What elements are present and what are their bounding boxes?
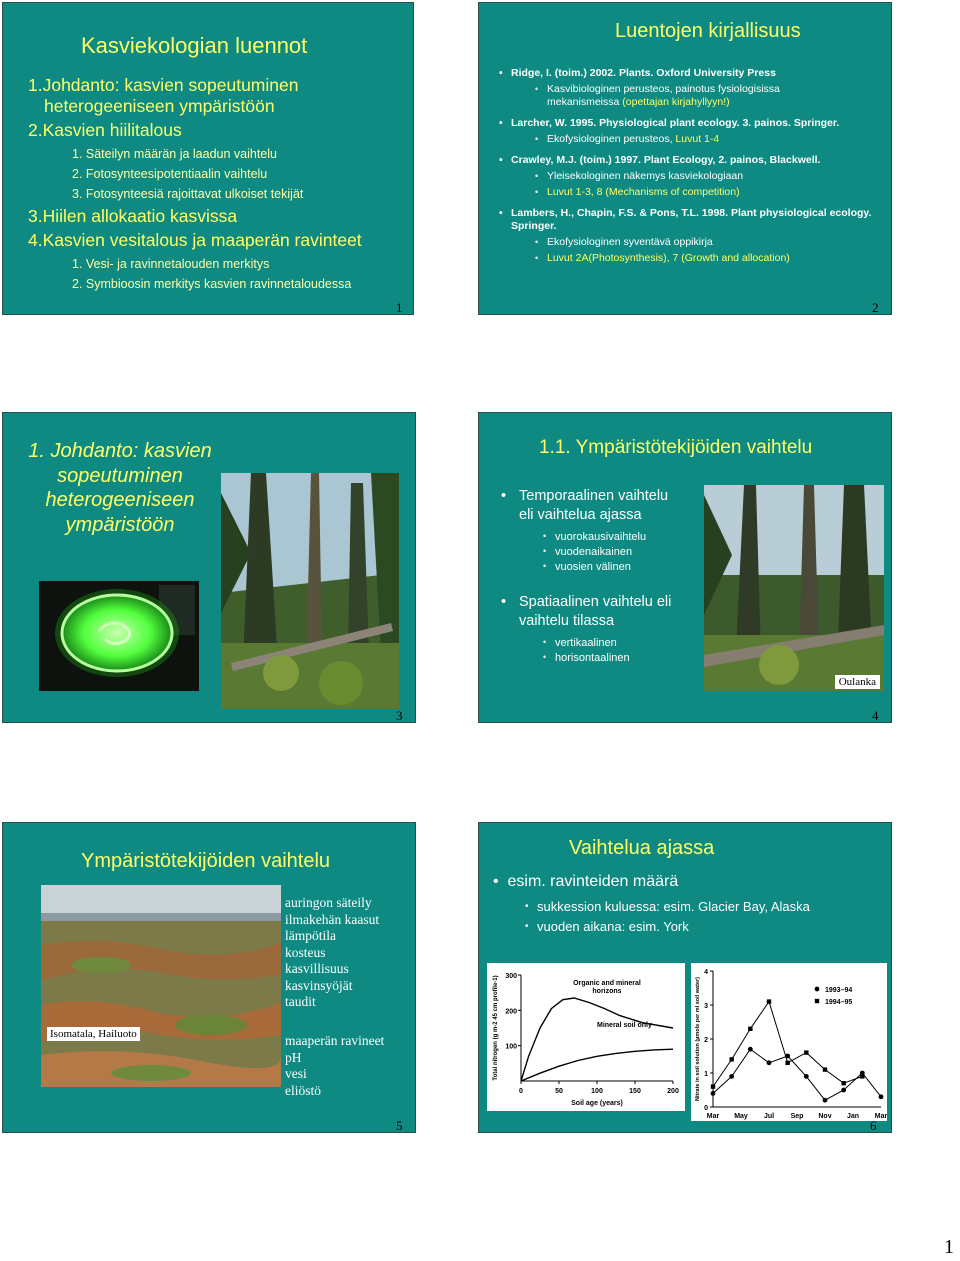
x-tick-label: 150: [629, 1088, 641, 1095]
slide-6-bullet: • esim. ravinteiden määrä: [493, 873, 679, 890]
photo-caption: Oulanka: [835, 675, 880, 689]
outline-item: 4.Kasvien vesitalous ja maaperän ravinteet: [28, 230, 362, 250]
outline-subitem: 1. Säteilyn määrän ja laadun vaihtelu: [72, 147, 277, 161]
legend-label: 1994–95: [825, 999, 853, 1006]
series-line: [713, 1002, 862, 1087]
series-label: horizons: [592, 988, 622, 995]
bullet: •: [535, 84, 539, 94]
x-tick-label: Jul: [763, 1113, 775, 1120]
slide-2-number: 2: [872, 300, 879, 315]
reference-note: [535, 236, 847, 249]
slide-3-number: 3: [396, 708, 403, 723]
note-highlight: (opettajan kirjahyllyyn!): [622, 96, 730, 108]
slide-5-title: Ympäristötekijöiden vaihtelu: [81, 850, 331, 872]
bullet: •: [535, 237, 539, 247]
bullet: •: [501, 488, 507, 504]
data-point: [841, 1081, 845, 1085]
item-text: horisontaalinen: [555, 652, 630, 664]
y-tick-label: 2: [704, 1037, 708, 1044]
data-point: [841, 1088, 846, 1093]
nitrate-chart: [691, 963, 887, 1121]
y-tick-label: 100: [505, 1043, 517, 1051]
title-line: 1. Johdanto: kasvien: [28, 440, 212, 462]
data-point: [748, 1027, 752, 1031]
factor-item: taudit: [285, 994, 316, 1009]
variation-item: [543, 531, 719, 543]
reference-note: [535, 133, 847, 146]
reference-entry: • Ridge, I. (toim.) 2002. Plants. Oxford University Press: [511, 67, 881, 80]
factor-item: kasvillisuus: [285, 961, 349, 976]
slide-2-references: [511, 67, 881, 265]
slide-1-outline: [28, 75, 413, 293]
data-point: [860, 1074, 864, 1078]
bullet: •: [525, 901, 529, 912]
x-tick-label: 200: [667, 1088, 679, 1095]
bullet: •: [501, 594, 507, 610]
title-line: heterogeeniseen: [45, 489, 195, 511]
heading-line: Spatiaalinen vaihtelu eli: [519, 594, 672, 610]
outline-item: heterogeeniseen ympäristöön: [44, 96, 275, 116]
factor-item: kosteus: [285, 944, 326, 960]
bullet: •: [543, 531, 547, 541]
slide-4-content: [501, 487, 719, 664]
variation-item: [543, 561, 719, 573]
data-point: [767, 1060, 772, 1065]
data-point: [711, 1091, 716, 1096]
variation-item: [543, 637, 719, 649]
slide-4-number: 4: [872, 708, 879, 723]
x-tick-label: 0: [519, 1088, 523, 1095]
item-text: vuorokausivaihtelu: [555, 531, 647, 543]
title-line: sopeutuminen: [57, 464, 183, 487]
data-point: [729, 1074, 734, 1079]
note-text: Ekofysiologinen syventävä oppikirja: [547, 236, 713, 248]
data-point: [767, 999, 771, 1003]
bullet: •: [543, 652, 547, 662]
bullet: •: [535, 134, 539, 144]
slide-5-number: 5: [396, 1118, 403, 1133]
data-point: [729, 1057, 733, 1061]
slide-1-number: 1: [396, 300, 403, 315]
page-number: 1: [944, 1236, 954, 1258]
photo-caption: Isomatala, Hailuoto: [47, 1027, 140, 1041]
legend-marker: [815, 987, 820, 992]
outline-subitem: 3. Fotosynteesiä rajoittavat ulkoiset tekijät: [72, 187, 304, 201]
x-tick-label: Sep: [790, 1113, 804, 1120]
note-text: Kasvibiologinen perusteos, painotus fysiologisissa mekanismeissa: [547, 83, 780, 108]
data-point: [804, 1050, 808, 1054]
note-highlight: Luvut 2A(Photosynthesis), 7 (Growth and allocation): [547, 252, 790, 264]
slide-4: [478, 412, 892, 723]
forest-photo-oulanka: [704, 485, 884, 691]
sub-bullet: [525, 897, 810, 917]
reference-note: [535, 186, 847, 199]
note-text: Ekofysiologinen perusteos,: [547, 133, 676, 145]
y-tick-label: 3: [704, 1003, 708, 1010]
sub-bullet: [525, 917, 810, 937]
slide-1-title: Kasviekologian luennot: [81, 33, 308, 58]
sub-bullet-text: vuoden aikana: esim. York: [537, 919, 689, 934]
slide-2: [478, 2, 892, 315]
data-point: [748, 1047, 753, 1052]
factor-item: eliöstö: [285, 1082, 321, 1098]
heading-line: Temporaalinen vaihtelu: [519, 488, 669, 504]
x-tick-label: May: [734, 1113, 748, 1120]
outline-subitem: 2. Symbioosin merkitys kasvien ravinnetaloudessa: [72, 277, 352, 291]
data-point: [785, 1061, 789, 1065]
x-tick-label: Jan: [846, 1113, 860, 1120]
reference-note: [535, 252, 847, 265]
slide-3: [2, 412, 416, 723]
series-line: [521, 998, 673, 1081]
data-point: [879, 1094, 884, 1099]
note-highlight: Luvut 1-4: [675, 133, 720, 145]
y-tick-label: 1: [704, 1071, 708, 1078]
y-tick-label: 4: [704, 969, 708, 976]
outline-subitem: 2. Fotosynteesipotentiaalin vaihtelu: [72, 167, 268, 181]
slide-1: [2, 2, 414, 315]
title-line: ympäristöön: [65, 513, 175, 536]
note-highlight: Luvut 1-3, 8 (Mechanisms of competition): [547, 186, 740, 198]
series-line: [713, 1049, 881, 1100]
outline-item: 1.Johdanto: kasvien sopeutuminen: [28, 75, 299, 95]
slide-6: [478, 822, 892, 1133]
x-tick-label: 100: [591, 1088, 603, 1095]
note-text: Yleisekologinen näkemys kasviekologiaan: [547, 170, 744, 182]
x-tick-label: 50: [555, 1088, 563, 1095]
bullet: •: [543, 561, 547, 571]
slide-5: [2, 822, 416, 1133]
bullet: •: [543, 637, 547, 647]
bullet: •: [535, 171, 539, 181]
bullet: •: [535, 187, 539, 197]
variation-heading: [501, 487, 719, 525]
y-tick-label: 300: [505, 973, 517, 980]
y-axis-label: Nitrate in soil solution (µmols per ml soil water): [695, 977, 701, 1101]
factor-item: vesi: [285, 1066, 307, 1081]
factor-item: ilmakehän kaasut: [285, 911, 380, 927]
slide-6-subitems: [525, 897, 810, 937]
reference-entry: • Larcher, W. 1995. Physiological plant ecology. 3. painos. Springer.: [511, 117, 881, 130]
slide-3-title: [15, 439, 225, 537]
slide-6-number: 6: [870, 1118, 877, 1133]
petri-dish-photo: [39, 581, 199, 691]
x-tick-label: Mar: [706, 1113, 720, 1120]
forest-photo: [221, 473, 399, 709]
slide-6-title: Vaihtelua ajassa: [569, 837, 715, 859]
reference-entry: • Lambers, H., Chapin, F.S. & Pons, T.L. 1998. Plant physiological ecology. Springer.: [511, 207, 881, 233]
item-text: vuodenaikainen: [555, 546, 633, 558]
factor-item: lämpötila: [285, 928, 336, 943]
variation-item: [543, 546, 719, 558]
sub-bullet-text: sukkession kuluessa: esim. Glacier Bay, Alaska: [537, 899, 810, 914]
x-tick-label: Mar: [874, 1113, 887, 1120]
soil-nitrogen-chart: [487, 963, 685, 1111]
bullet: •: [535, 253, 539, 263]
slide-2-title: Luentojen kirjallisuus: [615, 20, 801, 42]
data-point: [823, 1067, 827, 1071]
heading-line: vaihtelu tilassa: [519, 613, 615, 629]
data-point: [823, 1098, 828, 1103]
y-axis-label: Total nitrogen (g m-2 45 cm profile-1): [493, 975, 499, 1081]
y-tick-label: 200: [505, 1008, 517, 1016]
outline-item: 3.Hiilen allokaatio kasvissa: [28, 206, 238, 226]
y-tick-label: 0: [704, 1105, 708, 1112]
reference-note: [535, 83, 847, 109]
item-text: vertikaalinen: [555, 637, 617, 649]
series-line: [521, 1049, 673, 1081]
environmental-factors-list: [285, 895, 379, 1011]
data-point: [711, 1084, 715, 1088]
legend-marker: [815, 999, 819, 1003]
shore-meadow-photo: [41, 885, 281, 1087]
outline-subitem: 1. Vesi- ja ravinnetalouden merkitys: [72, 257, 270, 271]
variation-heading: [501, 593, 719, 631]
bullet: •: [525, 921, 529, 932]
factor-item: maaperän ravineet: [285, 1033, 385, 1048]
slide-4-title: 1.1. Ympäristötekijöiden vaihtelu: [539, 437, 813, 458]
heading-line: eli vaihtelua ajassa: [519, 507, 642, 523]
bullet: •: [543, 546, 547, 556]
soil-factors-list: [285, 1033, 384, 1099]
x-axis-label: Soil age (years): [571, 1100, 623, 1107]
data-point: [804, 1074, 809, 1079]
series-label: Mineral soil only: [597, 1022, 652, 1029]
reference-entry: • Crawley, M.J. (toim.) 1997. Plant Ecology, 2. painos, Blackwell.: [511, 154, 881, 167]
reference-note: [535, 170, 847, 183]
factor-item: kasvinsyöjät: [285, 977, 353, 993]
outline-item: 2.Kasvien hiilitalous: [28, 120, 182, 140]
series-label: Organic and mineral: [573, 980, 641, 987]
variation-item: [543, 652, 719, 664]
factor-item: auringon säteily: [285, 895, 372, 910]
factor-item: pH: [285, 1049, 302, 1065]
legend-label: 1993–94: [825, 987, 853, 994]
x-tick-label: Nov: [818, 1113, 832, 1120]
item-text: vuosien välinen: [555, 561, 631, 573]
